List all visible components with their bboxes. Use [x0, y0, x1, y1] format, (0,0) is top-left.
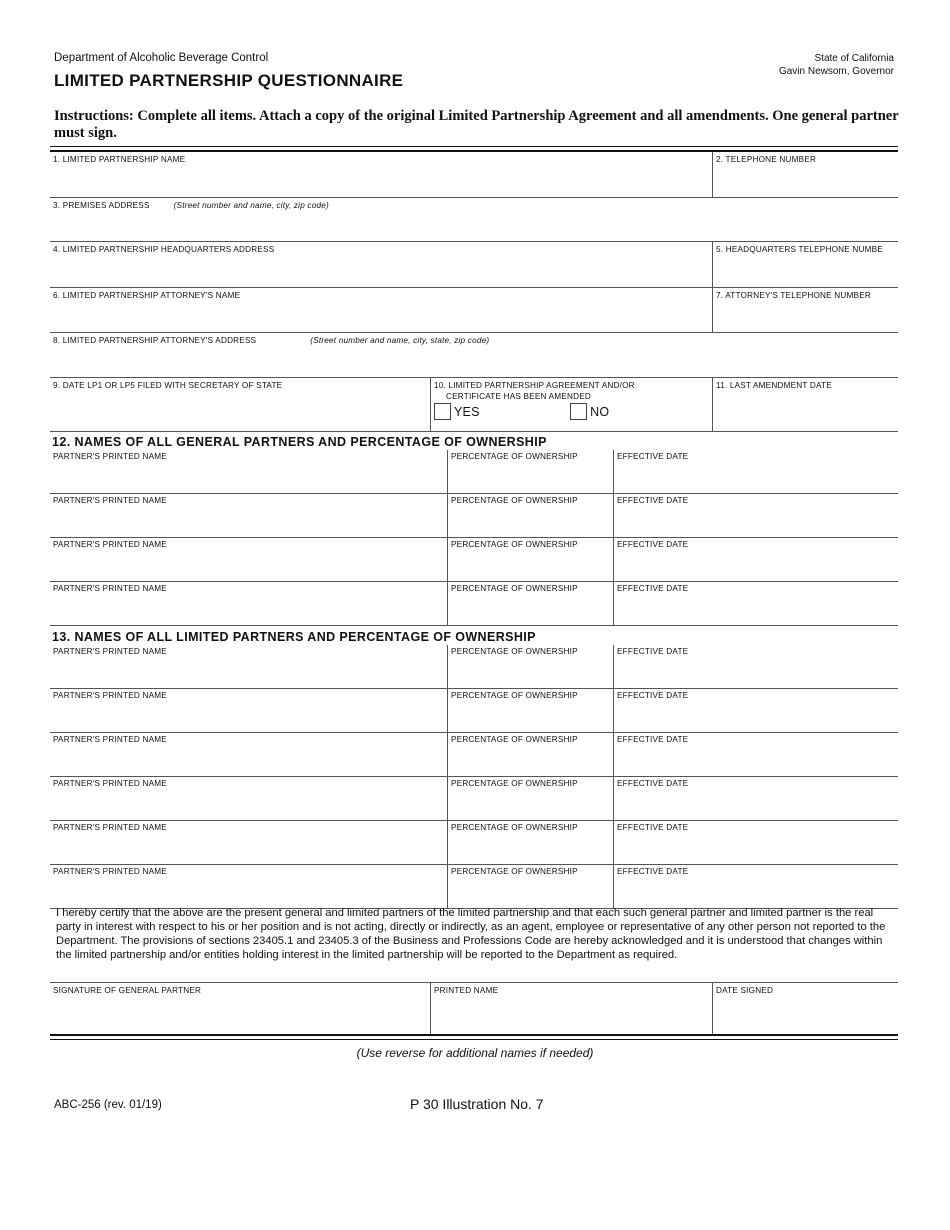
- column-label: EFFECTIVE DATE: [617, 496, 689, 505]
- partner-name-field[interactable]: [50, 645, 447, 688]
- ownership-percentage-field[interactable]: [447, 645, 613, 688]
- column-label: PERCENTAGE OF OWNERSHIP: [451, 691, 578, 700]
- column-label: EFFECTIVE DATE: [617, 691, 689, 700]
- column-label: EFFECTIVE DATE: [617, 647, 689, 656]
- field-label: DATE SIGNED: [716, 986, 774, 995]
- column-label: PARTNER'S PRINTED NAME: [53, 496, 167, 505]
- effective-date-field[interactable]: [613, 645, 898, 688]
- field-label: 3. PREMISES ADDRESS: [53, 201, 150, 210]
- partner-name-field[interactable]: [50, 821, 447, 864]
- partner-name-field[interactable]: [50, 582, 447, 625]
- field-hint: (Street number and name, city, state, zip code): [310, 336, 490, 345]
- last-amendment-field[interactable]: [712, 378, 898, 431]
- partner-row: [50, 645, 898, 689]
- yes-checkbox[interactable]: [434, 403, 451, 420]
- effective-date-field[interactable]: [613, 865, 898, 908]
- effective-date-field[interactable]: [613, 450, 898, 493]
- column-label: EFFECTIVE DATE: [617, 452, 689, 461]
- column-label: EFFECTIVE DATE: [617, 540, 689, 549]
- partner-row: [50, 865, 898, 909]
- certification-text: I hereby certify that the above are the present general and limited partners of the limited partnership and that each such general partner and limited partner is the real party in interest with respect to his or her position and is not acting, directly or indirectly, as an agent, employee or representative of any other person not reported to the Department. The provisions of sections 23405.1 and 23405.3 of the Business and Professions Code are hereby acknowledged and it is understood that changes within the limited partnership and/or entities holding interest in the limited partnership will be reported to the Department as required.: [56, 907, 886, 961]
- partner-row: [50, 777, 898, 821]
- effective-date-field[interactable]: [613, 689, 898, 732]
- field-label: 10. LIMITED PARTNERSHIP AGREEMENT AND/OR: [434, 381, 635, 390]
- general-partners-table: [50, 450, 898, 626]
- column-label: PARTNER'S PRINTED NAME: [53, 540, 167, 549]
- column-label: PARTNER'S PRINTED NAME: [53, 584, 167, 593]
- ownership-percentage-field[interactable]: [447, 777, 613, 820]
- row-premises: [50, 198, 898, 242]
- field-label-2: CERTIFICATE HAS BEEN AMENDED: [446, 392, 591, 401]
- row-hq: [50, 242, 898, 288]
- row-name-phone: [50, 152, 898, 198]
- governor-name: Gavin Newsom, Governor: [778, 66, 894, 77]
- effective-date-field[interactable]: [613, 582, 898, 625]
- signature-field[interactable]: [50, 983, 430, 1034]
- attorney-telephone-field[interactable]: [712, 288, 898, 332]
- partner-row: [50, 689, 898, 733]
- premises-address-field[interactable]: [50, 198, 898, 241]
- signature-row: [50, 982, 898, 1034]
- field-label: 5. HEADQUARTERS TELEPHONE NUMBE: [716, 245, 883, 254]
- column-label: PARTNER'S PRINTED NAME: [53, 823, 167, 832]
- ownership-percentage-field[interactable]: [447, 733, 613, 776]
- field-label: 2. TELEPHONE NUMBER: [716, 155, 817, 164]
- agency-name: Department of Alcoholic Beverage Control: [54, 52, 269, 64]
- partner-name-field[interactable]: [50, 450, 447, 493]
- column-label: PERCENTAGE OF OWNERSHIP: [451, 823, 578, 832]
- attorney-address-field[interactable]: [50, 333, 898, 377]
- partner-row: [50, 821, 898, 865]
- yes-label: YES: [454, 404, 480, 419]
- limited-partners-table: [50, 645, 898, 909]
- printed-name-field[interactable]: [430, 983, 712, 1034]
- field-label: 4. LIMITED PARTNERSHIP HEADQUARTERS ADDRESS: [53, 245, 275, 254]
- column-label: PARTNER'S PRINTED NAME: [53, 452, 167, 461]
- no-checkbox[interactable]: [570, 403, 587, 420]
- general-partners-heading: 12. NAMES OF ALL GENERAL PARTNERS AND PERCENTAGE OF OWNERSHIP: [52, 435, 547, 449]
- field-label: 1. LIMITED PARTNERSHIP NAME: [53, 155, 186, 164]
- partner-row: [50, 582, 898, 626]
- ownership-percentage-field[interactable]: [447, 494, 613, 537]
- effective-date-field[interactable]: [613, 777, 898, 820]
- bottom-rule: [50, 1034, 898, 1040]
- form-title: LIMITED PARTNERSHIP QUESTIONNAIRE: [54, 71, 404, 90]
- column-label: EFFECTIVE DATE: [617, 584, 689, 593]
- ownership-percentage-field[interactable]: [447, 582, 613, 625]
- row-attorney: [50, 288, 898, 333]
- row-attorney-address: [50, 333, 898, 378]
- reverse-note: (Use reverse for additional names if needed): [356, 1046, 594, 1060]
- column-label: EFFECTIVE DATE: [617, 823, 689, 832]
- ownership-percentage-field[interactable]: [447, 689, 613, 732]
- column-label: PARTNER'S PRINTED NAME: [53, 779, 167, 788]
- column-label: EFFECTIVE DATE: [617, 779, 689, 788]
- date-signed-field[interactable]: [712, 983, 898, 1034]
- no-label: NO: [590, 404, 610, 419]
- partner-name-field[interactable]: [50, 689, 447, 732]
- attorney-name-field[interactable]: [50, 288, 712, 332]
- partner-row: [50, 450, 898, 494]
- no-option[interactable]: [570, 403, 609, 420]
- column-label: PERCENTAGE OF OWNERSHIP: [451, 452, 578, 461]
- partner-name-field[interactable]: [50, 733, 447, 776]
- partner-name-field[interactable]: [50, 494, 447, 537]
- hq-telephone-field[interactable]: [712, 242, 898, 287]
- column-label: PERCENTAGE OF OWNERSHIP: [451, 735, 578, 744]
- form-body: [50, 146, 898, 909]
- partner-row: [50, 733, 898, 777]
- partner-name-field[interactable]: [50, 865, 447, 908]
- partner-name-field[interactable]: [50, 538, 447, 581]
- field-label: 7. ATTORNEY'S TELEPHONE NUMBER: [716, 291, 871, 300]
- column-label: PERCENTAGE OF OWNERSHIP: [451, 540, 578, 549]
- state-block: [779, 52, 894, 78]
- field-label: PRINTED NAME: [434, 986, 499, 995]
- ownership-percentage-field[interactable]: [447, 450, 613, 493]
- partner-row: [50, 494, 898, 538]
- column-label: PARTNER'S PRINTED NAME: [53, 647, 167, 656]
- effective-date-field[interactable]: [613, 494, 898, 537]
- column-label: PARTNER'S PRINTED NAME: [53, 867, 167, 876]
- hq-address-field[interactable]: [50, 242, 712, 287]
- partner-row: [50, 538, 898, 582]
- column-label: EFFECTIVE DATE: [617, 735, 689, 744]
- field-label: 6. LIMITED PARTNERSHIP ATTORNEY'S NAME: [53, 291, 241, 300]
- field-hint: (Street number and name, city, zip code): [173, 201, 329, 210]
- field-label: 8. LIMITED PARTNERSHIP ATTORNEY'S ADDRESS: [53, 336, 257, 345]
- field-label: 9. DATE LP1 OR LP5 FILED WITH SECRETARY OF STATE: [53, 381, 283, 390]
- filing-date-field[interactable]: [50, 378, 430, 431]
- partnership-name-field[interactable]: [50, 152, 712, 197]
- effective-date-field[interactable]: [613, 538, 898, 581]
- effective-date-field[interactable]: [613, 821, 898, 864]
- state-name: State of California: [814, 53, 894, 64]
- field-label: 11. LAST AMENDMENT DATE: [716, 381, 832, 390]
- yes-option[interactable]: [434, 403, 480, 420]
- effective-date-field[interactable]: [613, 733, 898, 776]
- row-filing: [50, 378, 898, 432]
- illustration-label: P 30 Illustration No. 7: [410, 1096, 544, 1112]
- telephone-field[interactable]: [712, 152, 898, 197]
- column-label: PERCENTAGE OF OWNERSHIP: [451, 779, 578, 788]
- form-number: ABC-256 (rev. 01/19): [54, 1099, 162, 1111]
- column-label: PARTNER'S PRINTED NAME: [53, 691, 167, 700]
- column-label: PARTNER'S PRINTED NAME: [53, 735, 167, 744]
- column-label: PERCENTAGE OF OWNERSHIP: [451, 647, 578, 656]
- amended-field: [430, 378, 712, 431]
- field-label: SIGNATURE OF GENERAL PARTNER: [53, 986, 202, 995]
- ownership-percentage-field[interactable]: [447, 865, 613, 908]
- column-label: EFFECTIVE DATE: [617, 867, 689, 876]
- column-label: PERCENTAGE OF OWNERSHIP: [451, 867, 578, 876]
- limited-partners-heading: 13. NAMES OF ALL LIMITED PARTNERS AND PERCENTAGE OF OWNERSHIP: [52, 630, 536, 644]
- ownership-percentage-field[interactable]: [447, 821, 613, 864]
- instructions: Instructions: Complete all items. Attach a copy of the original Limited Partnership Agreement and all amendments. One general partner must sign.: [54, 108, 899, 141]
- partner-name-field[interactable]: [50, 777, 447, 820]
- column-label: PERCENTAGE OF OWNERSHIP: [451, 496, 578, 505]
- ownership-percentage-field[interactable]: [447, 538, 613, 581]
- column-label: PERCENTAGE OF OWNERSHIP: [451, 584, 578, 593]
